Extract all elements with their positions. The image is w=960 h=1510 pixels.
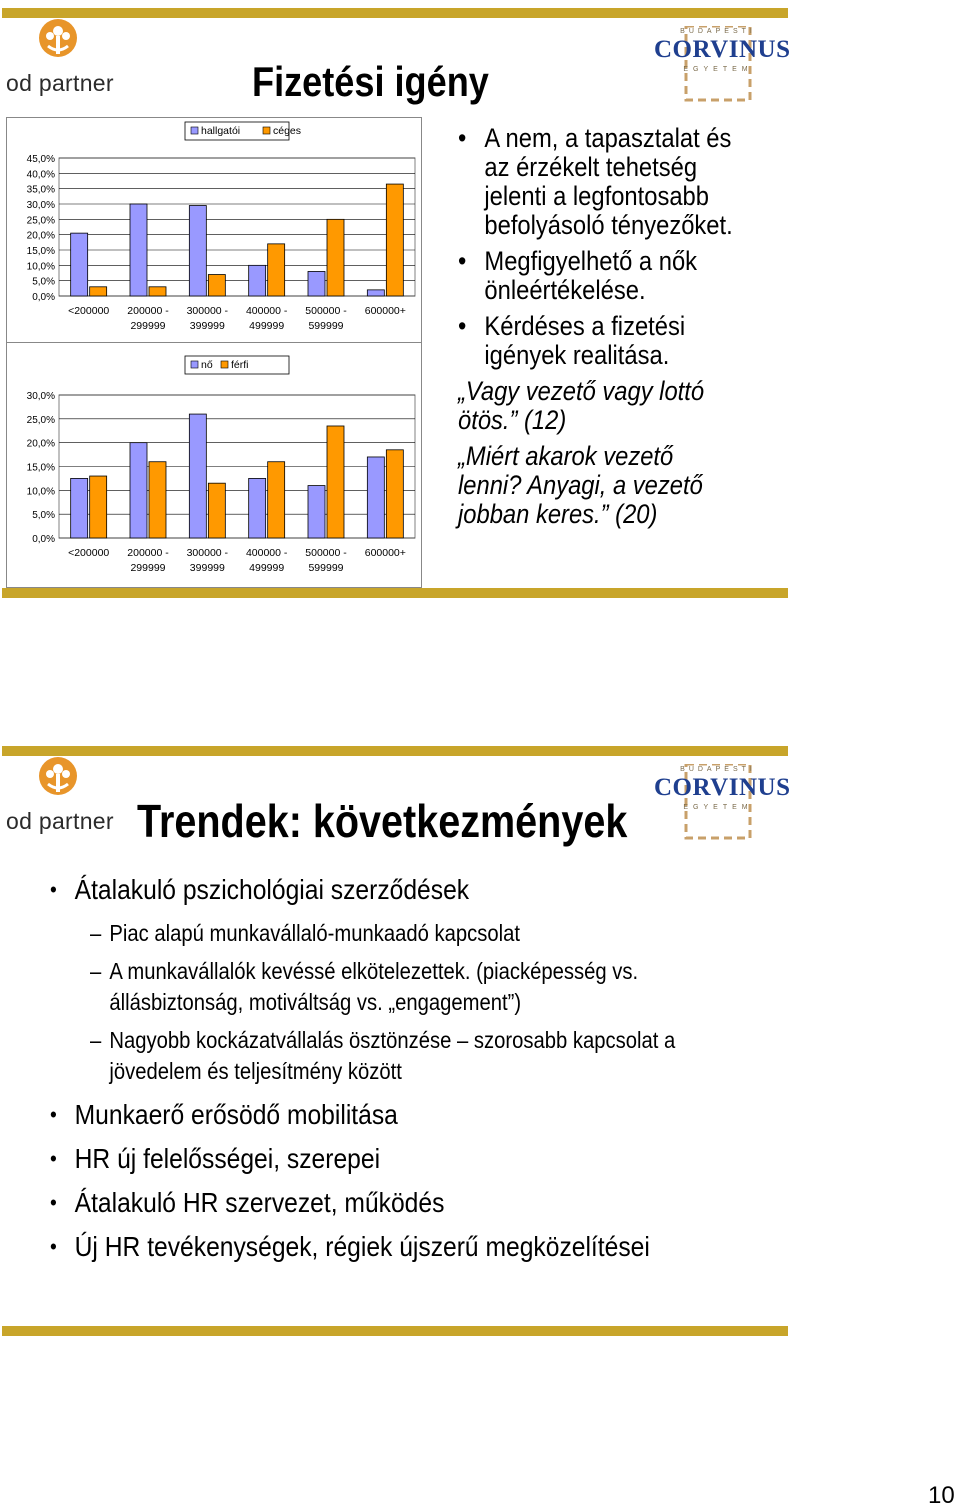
y-tick-label: 0,0% (32, 292, 55, 303)
slide1-bullet: • A nem, a tapasztalat és az érzékelt tehetség jelenti a legfontosabb befolyásoló tényezőket. (458, 124, 740, 240)
x-tick-label: <200000 (68, 305, 110, 317)
od-partner-logo-text: od partner (6, 808, 114, 834)
legend-label: férfi (231, 359, 249, 371)
corvinus-logo-top: BUDAPESTI (680, 766, 756, 773)
y-tick-label: 5,0% (32, 510, 55, 522)
slide2-item: • Új HR tevékenységek, régiek újszerű megközelítései (50, 1231, 719, 1263)
chart-salary-women-vs-men (6, 342, 422, 588)
legend-label: hallgatói (201, 125, 241, 137)
bar-céges (386, 184, 403, 296)
slide2-list (50, 874, 810, 1275)
legend-swatch (221, 361, 228, 368)
chart1-svg (7, 118, 421, 343)
slide2-item: • HR új felelősségei, szerepei (50, 1143, 719, 1175)
od-partner-logo (6, 18, 118, 98)
bar-nő (367, 457, 384, 538)
y-tick-label: 20,0% (26, 230, 55, 242)
x-tick-label: 300000 - (186, 305, 229, 317)
y-tick-label: 40,0% (26, 169, 55, 181)
corvinus-logo (654, 764, 791, 844)
page-number: 10 (928, 1482, 955, 1509)
slide2-subitem: – Nagyobb kockázatvállalás ösztönzése – szorosabb kapcsolat a jövedelem és teljesítmény között (90, 1025, 725, 1087)
slide1-bullet: • Kérdéses a fizetési igények realitása. (458, 312, 740, 370)
slide2-title: Trendek: következmények (137, 795, 628, 847)
chart2-svg (7, 343, 421, 587)
x-tick-label: 500000 - (305, 547, 347, 559)
slide2-subitem: – Piac alapú munkavállaló-munkaadó kapcsolat (90, 918, 725, 949)
x-tick-label: 499999 (249, 320, 285, 332)
slide2-item: • Munkaerő erősödő mobilitása (50, 1099, 719, 1131)
corvinus-logo-bottom: EGYETEM (683, 804, 753, 811)
x-tick-label: 200000 - (127, 547, 169, 559)
x-tick-label: 400000 - (245, 305, 288, 317)
legend-label: céges (273, 125, 302, 137)
bar-hallgatói (71, 233, 88, 296)
legend-swatch (191, 361, 198, 368)
bar-hallgatói (189, 206, 206, 296)
y-tick-label: 0,0% (32, 534, 55, 545)
top-rule-slide1 (2, 8, 788, 18)
bar-férfi (208, 483, 225, 538)
slide1-quote: „Vagy vezető vagy lottó ötös.” (12) (458, 376, 705, 435)
legend-swatch (263, 127, 270, 134)
bar-nő (71, 478, 88, 538)
y-tick-label: 10,0% (26, 486, 55, 498)
bar-férfi (327, 426, 344, 538)
plot-area (59, 158, 415, 296)
slide1-quote: „Miért akarok vezető lenni? Anyagi, a vezető jobban keres.” (20) (458, 441, 703, 529)
bar-céges (208, 275, 225, 296)
x-tick-label: 600000+ (364, 547, 406, 559)
y-tick-label: 15,0% (26, 462, 55, 474)
bar-céges (149, 287, 166, 296)
y-tick-label: 25,0% (26, 215, 55, 227)
x-tick-label: 300000 - (186, 547, 229, 559)
bar-férfi (90, 476, 107, 538)
x-tick-label: 200000 - (127, 305, 169, 317)
bottom-rule-slide1 (2, 588, 788, 598)
bar-céges (268, 244, 285, 296)
y-tick-label: 25,0% (26, 414, 55, 426)
legend-swatch (191, 127, 198, 134)
bar-hallgatói (249, 265, 266, 296)
x-tick-label: 599999 (308, 320, 344, 332)
od-partner-flower-icon (36, 756, 80, 806)
bar-nő (189, 414, 206, 538)
y-tick-label: 20,0% (26, 438, 55, 450)
y-tick-label: 30,0% (26, 391, 55, 402)
y-tick-label: 35,0% (26, 184, 55, 196)
y-tick-label: 45,0% (26, 154, 55, 165)
corvinus-logo-top: BUDAPESTI (680, 28, 756, 35)
corvinus-logo (654, 26, 791, 106)
bar-céges (90, 287, 107, 296)
bar-hallgatói (367, 290, 384, 296)
bar-férfi (149, 462, 166, 538)
x-tick-label: 299999 (130, 320, 166, 332)
bar-férfi (386, 450, 403, 538)
od-partner-logo-text: od partner (6, 70, 114, 96)
y-tick-label: 15,0% (26, 246, 55, 257)
slide1-title: Fizetési igény (252, 58, 489, 105)
bar-hallgatói (308, 271, 325, 296)
x-tick-label: 499999 (249, 562, 285, 574)
legend-label: nő (201, 359, 213, 371)
x-tick-label: 599999 (308, 562, 344, 574)
bar-nő (308, 486, 325, 538)
slide2-item: • Átalakuló pszichológiai szerződések (50, 874, 719, 906)
corvinus-logo-bottom: EGYETEM (683, 66, 753, 73)
y-tick-label: 30,0% (26, 200, 55, 211)
corvinus-logo-name: CORVINUS (654, 36, 791, 63)
chart-salary-students-vs-companies (6, 117, 422, 344)
bar-nő (130, 443, 147, 538)
x-tick-label: 500000 - (305, 305, 347, 317)
od-partner-flower-icon (36, 18, 80, 68)
x-tick-label: 399999 (189, 320, 225, 332)
x-tick-label: 600000+ (364, 305, 406, 317)
bar-hallgatói (130, 204, 147, 296)
bar-férfi (268, 462, 285, 538)
y-tick-label: 10,0% (26, 261, 55, 273)
bar-nő (249, 478, 266, 538)
bar-céges (327, 219, 344, 296)
slide2-item: • Átalakuló HR szervezet, működés (50, 1187, 719, 1219)
x-tick-label: 400000 - (245, 547, 288, 559)
x-tick-label: 399999 (189, 562, 225, 574)
corvinus-logo-name: CORVINUS (654, 774, 791, 801)
top-rule-slide2 (2, 746, 788, 756)
bottom-rule-slide2 (2, 1326, 788, 1336)
slide1-bullets (458, 124, 740, 536)
x-tick-label: <200000 (68, 547, 110, 559)
slide2-subitem: – A munkavállalók kevéssé elkötelezettek. (piacképesség vs. állásbiztonság, motiváltság vs. „engagement”) (90, 956, 725, 1018)
x-tick-label: 299999 (130, 562, 166, 574)
y-tick-label: 5,0% (32, 276, 55, 288)
od-partner-logo (6, 756, 118, 836)
slide1-bullet: • Megfigyelhető a nők önleértékelése. (458, 247, 740, 305)
